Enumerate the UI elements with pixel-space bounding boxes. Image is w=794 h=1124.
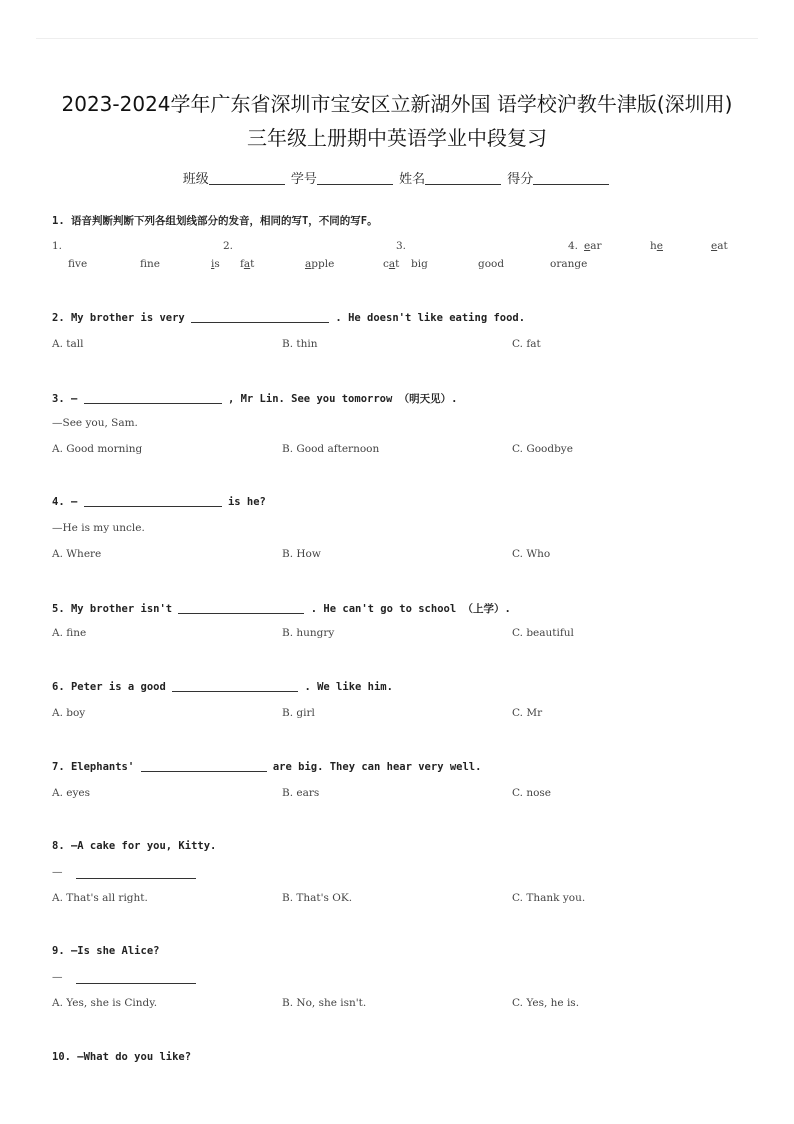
q1-word: big xyxy=(411,258,428,270)
q1-word: fne xyxy=(140,258,160,270)
student-id-label: 学号 xyxy=(290,172,317,187)
answer-blank[interactable] xyxy=(76,983,196,984)
page-title-line2: 三年级上册期中英语学业中段复习 xyxy=(247,126,547,150)
option-c[interactable]: C. Goodbye xyxy=(512,443,573,455)
q1-word: orange xyxy=(550,258,588,270)
answer-blank[interactable] xyxy=(76,878,196,879)
question-5-prompt: 5. My brother isn't . He can't go to school （上学）. xyxy=(52,603,511,615)
option-c[interactable]: C. Yes, he is. xyxy=(512,997,580,1009)
option-a[interactable]: A. boy xyxy=(52,707,86,719)
q1-word: fat xyxy=(240,258,255,270)
option-a[interactable]: A. tall xyxy=(52,338,84,350)
option-c[interactable]: C. beautiful xyxy=(512,627,574,639)
option-c[interactable]: C. fat xyxy=(512,338,541,350)
answer-blank[interactable] xyxy=(84,403,222,404)
option-b[interactable]: B. thin xyxy=(282,338,318,350)
option-a[interactable]: A. fine xyxy=(52,627,87,639)
score-blank[interactable] xyxy=(533,184,609,185)
student-id-blank[interactable] xyxy=(317,184,393,185)
option-a[interactable]: A. Good morning xyxy=(52,443,143,455)
q1-num-2: 2. xyxy=(223,240,234,252)
option-b[interactable]: B. That's OK. xyxy=(282,892,353,904)
class-label: 班级 xyxy=(182,172,209,187)
question-1-prompt: 1. 语音判断判断下列各组划线部分的发音，相同的写T，不同的写F。 xyxy=(52,215,378,227)
score-label: 得分 xyxy=(507,172,534,187)
name-label: 姓名 xyxy=(399,172,426,187)
option-c[interactable]: C. Mr xyxy=(512,707,543,719)
answer-blank[interactable] xyxy=(172,691,298,692)
option-b[interactable]: B. hungry xyxy=(282,627,335,639)
option-a[interactable]: A. Where xyxy=(52,548,102,560)
question-2-prompt: 2. My brother is very . He doesn't like eating food. xyxy=(52,312,526,324)
student-info-row xyxy=(0,168,794,187)
option-c[interactable]: C. nose xyxy=(512,787,552,799)
name-blank[interactable] xyxy=(425,184,501,185)
class-blank[interactable] xyxy=(209,184,285,185)
question-7-prompt: 7. Elephants' are big. They can hear very well. xyxy=(52,761,482,773)
q1-num-4: 4. xyxy=(568,240,579,252)
option-a[interactable]: A. Yes, she is Cindy. xyxy=(52,997,158,1009)
question-6-prompt: 6. Peter is a good . We like him. xyxy=(52,681,393,693)
q1-word: is xyxy=(211,258,220,270)
option-c[interactable]: C. Thank you. xyxy=(512,892,586,904)
question-10-prompt: 10. —What do you like? xyxy=(52,1051,192,1063)
dialogue-line: —See you, Sam. xyxy=(52,417,138,429)
answer-blank[interactable] xyxy=(191,322,329,323)
q1-word: ear xyxy=(584,240,602,252)
question-8-prompt: 8. —A cake for you, Kitty. xyxy=(52,840,217,852)
answer-blank[interactable] xyxy=(141,771,267,772)
answer-blank[interactable] xyxy=(178,613,304,614)
option-a[interactable]: A. That's all right. xyxy=(52,892,148,904)
option-b[interactable]: B. Good afternoon xyxy=(282,443,380,455)
option-a[interactable]: A. eyes xyxy=(52,787,91,799)
q1-num-3: 3. xyxy=(396,240,407,252)
q1-word: good xyxy=(478,258,505,270)
answer-blank[interactable] xyxy=(84,506,222,507)
dialogue-line: — xyxy=(52,971,63,983)
dialogue-line: — xyxy=(52,866,63,878)
option-b[interactable]: B. ears xyxy=(282,787,320,799)
option-b[interactable]: B. girl xyxy=(282,707,315,719)
q1-word: fve xyxy=(68,258,88,270)
q1-word: apple xyxy=(305,258,335,270)
q1-word: cat xyxy=(383,258,400,270)
option-b[interactable]: B. No, she isn't. xyxy=(282,997,367,1009)
q1-word: he xyxy=(650,240,663,252)
q1-num-1: 1. xyxy=(52,240,63,252)
top-divider xyxy=(36,38,758,39)
option-c[interactable]: C. Who xyxy=(512,548,551,560)
dialogue-line: —He is my uncle. xyxy=(52,522,145,534)
page-title-line1: 2023-2024学年广东省深圳市宝安区立新湖外国 语学校沪教牛津版(深圳用) xyxy=(61,92,733,116)
question-3-prompt: 3. — , Mr Lin. See you tomorrow （明天见）. xyxy=(52,393,458,405)
question-9-prompt: 9. —Is she Alice? xyxy=(52,945,160,957)
question-4-prompt: 4. — is he? xyxy=(52,496,266,508)
option-b[interactable]: B. How xyxy=(282,548,321,560)
q1-word: eat xyxy=(711,240,728,252)
